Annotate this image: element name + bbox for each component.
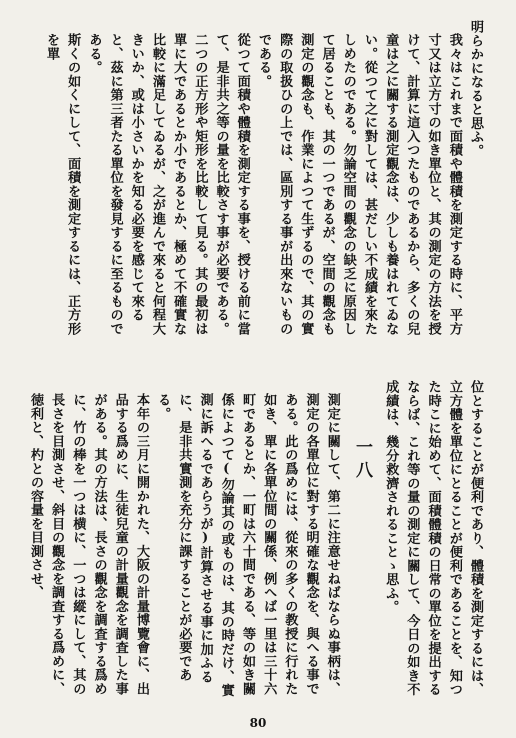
- paragraph: 測定に關して、第二に注意せねばならぬ事柄は、測定の各單位に對する明確な觀念を、與へる事である。此の爲めには、從來の多くの教授に行れた如き、單に各單位間の關係、例へば一里は三十六町であるとか、一町は六十間である、等の如き關係によつて(勿論其の或ものは、其の時だけ、實測に訴へるであらうが)計算させる事に加ふるに、是非共實測を充分に課することが必要である。: [155, 393, 340, 698]
- paragraph: 明らかになると思ふ。: [468, 20, 483, 158]
- page-number: 80: [249, 716, 267, 730]
- section-heading: 一八: [351, 437, 372, 484]
- paragraph: 本年の三月に開かれた、大阪の計量博覽會に、出品する爲めに、生徒兒童の計量觀念を調査した事がある。其の方法は、長さの觀念を調査する爲めに、竹の棒を一つは横に、一つは縱にして、其の長さを目測させ、斜目の觀念を調査する爲めに、徳利と、杓との容量を目測させ、: [27, 393, 149, 696]
- paragraph: 斯くの如くにして、面積を測定するには、正方形を單: [43, 33, 81, 336]
- paragraph: 我々はこれまで面積や體積を測定する時に、平方寸又は立方寸の如き單位と、其の測定の方法を授けて、計算に這入つたものであるから、多くの兒童は之に關する測定觀念は、少しも養はれてゐない。從つて之に對しては、甚だしい不成績を來たしめたのである。勿論空間の觀念の缺乏に原因して居ることも、其の一つであるが、空間の觀念も測定の觀念も、作業によつて生ずるので、其の實際の取扱ひの上では、區別する事が出來ないものである。: [255, 33, 462, 336]
- lower-text-block: [18, 380, 486, 705]
- paragraph: 從つて面積や體積を測定する事を、授ける前に當て、是非共之等の量を比較さす事が必要である。二つの正方形や矩形を比較して見る。其の最初は單に大であるとか小であるとか、極めて不確實な比較に滿足してゐるが、之が進んで來ると何程大きいか、或は小さいかを知る必要を感じて來ると、茲に第三者たる單位を發見するに至るものである。: [86, 33, 250, 336]
- upper-text-block: [18, 20, 486, 345]
- paragraph: 位とすることが便利であり、體積を測定するには、立方體を單位にとることが便利であることを、知つた時こに始めて、面積體積の日常の單位を提出するならば、これ等の量の測定に關して、今日の如き不成績は、幾分救濟されることゝ思ふ。: [383, 380, 483, 697]
